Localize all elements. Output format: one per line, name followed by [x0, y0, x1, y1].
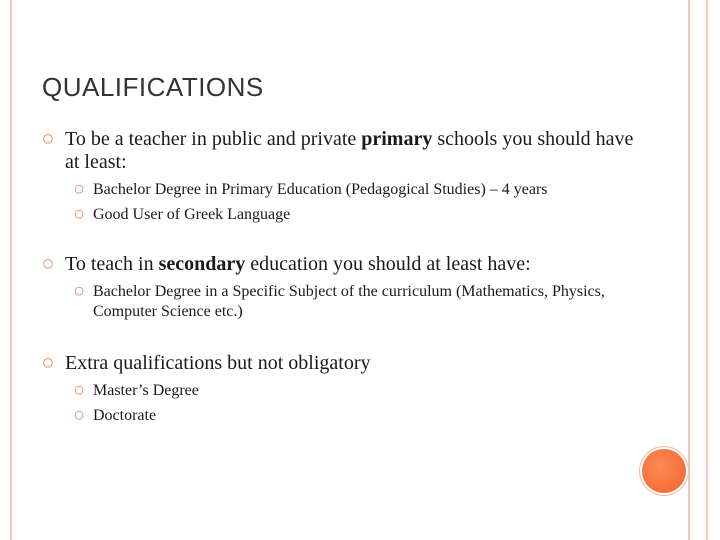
bullet-list [42, 128, 642, 426]
sub-bullet-text: Master’s Degree [93, 382, 199, 399]
hollow-circle-bullet-icon: ○ [74, 182, 84, 195]
decorative-orange-circle [642, 449, 686, 493]
hollow-circle-bullet-icon: ○ [74, 408, 84, 421]
sub-bullet-text: Good User of Greek Language [93, 206, 291, 223]
bullet-item-primary [42, 128, 642, 225]
hollow-circle-bullet-icon: ○ [42, 355, 54, 369]
sub-bullet-text: Doctorate [93, 407, 157, 424]
sub-bullet-item [42, 205, 642, 225]
slide-title: QUALIFICATIONS [42, 72, 264, 102]
hollow-circle-bullet-icon: ○ [74, 207, 84, 220]
hollow-circle-bullet-icon: ○ [42, 256, 54, 270]
hollow-circle-bullet-icon: ○ [42, 131, 54, 145]
bullet-text-bold: primary [361, 128, 433, 150]
bullet-item-secondary [42, 253, 642, 322]
right-frame-line [688, 0, 690, 540]
bullet-text [42, 253, 642, 276]
sub-bullet-item [42, 180, 642, 200]
bullet-text-part: education you should at least have: [245, 253, 531, 275]
bullet-item-extra [42, 352, 642, 426]
bullet-text-part: Extra qualifications but not obligatory [65, 352, 371, 374]
bullet-text-part: schools you should have at least: [65, 128, 634, 173]
hollow-circle-bullet-icon: ○ [74, 284, 84, 297]
bullet-text [42, 352, 642, 375]
bullet-text-part: To teach in [65, 253, 159, 275]
bullet-text-bold: secondary [158, 253, 246, 275]
hollow-circle-bullet-icon: ○ [74, 383, 84, 396]
right-frame-line-outer [706, 0, 708, 540]
sub-bullet-item [42, 282, 642, 322]
sub-bullet-item [42, 406, 642, 426]
sub-bullet-text: Bachelor Degree in Primary Education (Pedagogical Studies) – 4 years [93, 181, 548, 198]
sub-bullet-text: Bachelor Degree in a Specific Subject of the curriculum (Mathematics, Physics, Computer Science etc.) [93, 283, 605, 320]
sub-bullet-item [42, 381, 642, 401]
bullet-text [42, 128, 642, 174]
bullet-text-part: To be a teacher in public and private [65, 128, 362, 150]
left-frame-line [10, 0, 12, 540]
